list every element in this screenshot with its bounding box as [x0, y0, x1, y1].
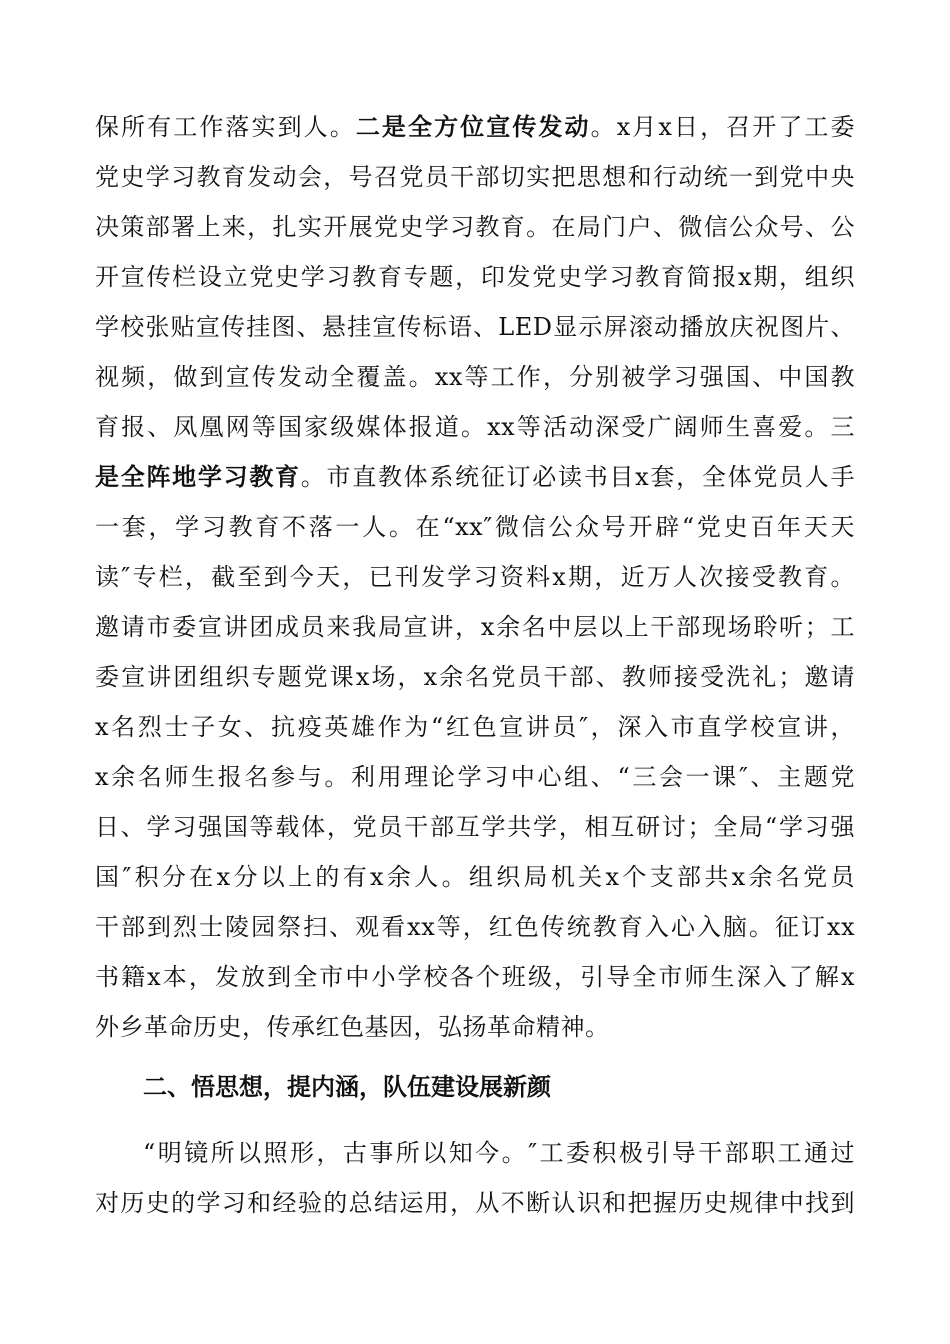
paragraph-line: 决策部署上来，扎实开展党史学习教育。在局门户、微信公众号、公 [95, 213, 855, 241]
paragraph-line: 邀请市委宣讲团成员来我局宣讲，x余名中层以上干部现场聆听；工 [95, 613, 855, 641]
paragraph-line: 日、学习强国等载体，党员干部互学共学，相互研讨；全局“学习强 [95, 813, 855, 841]
text-run: 保所有工作落实到人。 [95, 113, 356, 141]
paragraph-line: 外乡革命历史，传承红色基因，弘扬革命精神。 [95, 1013, 610, 1041]
paragraph-line: 干部到烈士陵园祭扫、观看xx等，红色传统教育入心入脑。征订xx [95, 913, 855, 941]
paragraph-line: 视频，做到宣传发动全覆盖。xx等工作，分别被学习强国、中国教 [95, 363, 855, 391]
paragraph-line: 学校张贴宣传挂图、悬挂宣传标语、LED显示屏滚动播放庆祝图片、 [95, 313, 855, 341]
paragraph-line: “明镜所以照形，古事所以知今。″工委积极引导干部职工通过 [143, 1139, 855, 1167]
paragraph-line: 开宣传栏设立党史学习教育专题，印发党史学习教育简报x期，组织 [95, 263, 855, 291]
paragraph-line: 党史学习教育发动会，号召党员干部切实把思想和行动统一到党中央 [95, 163, 855, 191]
paragraph-line: x名烈士子女、抗疫英雄作为“红色宣讲员″，深入市直学校宣讲， [95, 713, 855, 741]
paragraph-line [95, 108, 855, 146]
paragraph-line: 委宣讲团组织专题党课x场，x余名党员干部、教师接受洗礼；邀请 [95, 663, 855, 691]
section-heading: 二、悟思想，提内涵，队伍建设展新颜 [143, 1073, 551, 1101]
paragraph-line [95, 458, 855, 496]
paragraph-line: 书籍x本，发放到全市中小学校各个班级，引导全市师生深入了解x [95, 963, 855, 991]
paragraph-line: 国″积分在x分以上的有x余人。组织局机关x个支部共x余名党员 [95, 863, 855, 891]
text-run: 。市直教体系统征订必读书目x套，全体党员人手 [300, 463, 855, 491]
text-run: 。x月x日，召开了工委 [590, 113, 856, 141]
paragraph-line: x余名师生报名参与。利用理论学习中心组、“三会一课″、主题党 [95, 763, 855, 791]
paragraph-line: 一套，学习教育不落一人。在“xx″微信公众号开辟“党史百年天天 [95, 513, 855, 541]
paragraph-line: 读″专栏，截至到今天，已刊发学习资料x期，近万人次接受教育。 [95, 563, 855, 591]
bold-lead-phrase: 是全阵地学习教育 [95, 463, 301, 491]
paragraph-line: 对历史的学习和经验的总结运用，从不断认识和把握历史规律中找到 [95, 1189, 855, 1217]
paragraph-line: 育报、凤凰网等国家级媒体报道。xx等活动深受广阔师生喜爱。三 [95, 413, 855, 441]
bold-lead-phrase: 二是全方位宣传发动 [355, 113, 591, 141]
